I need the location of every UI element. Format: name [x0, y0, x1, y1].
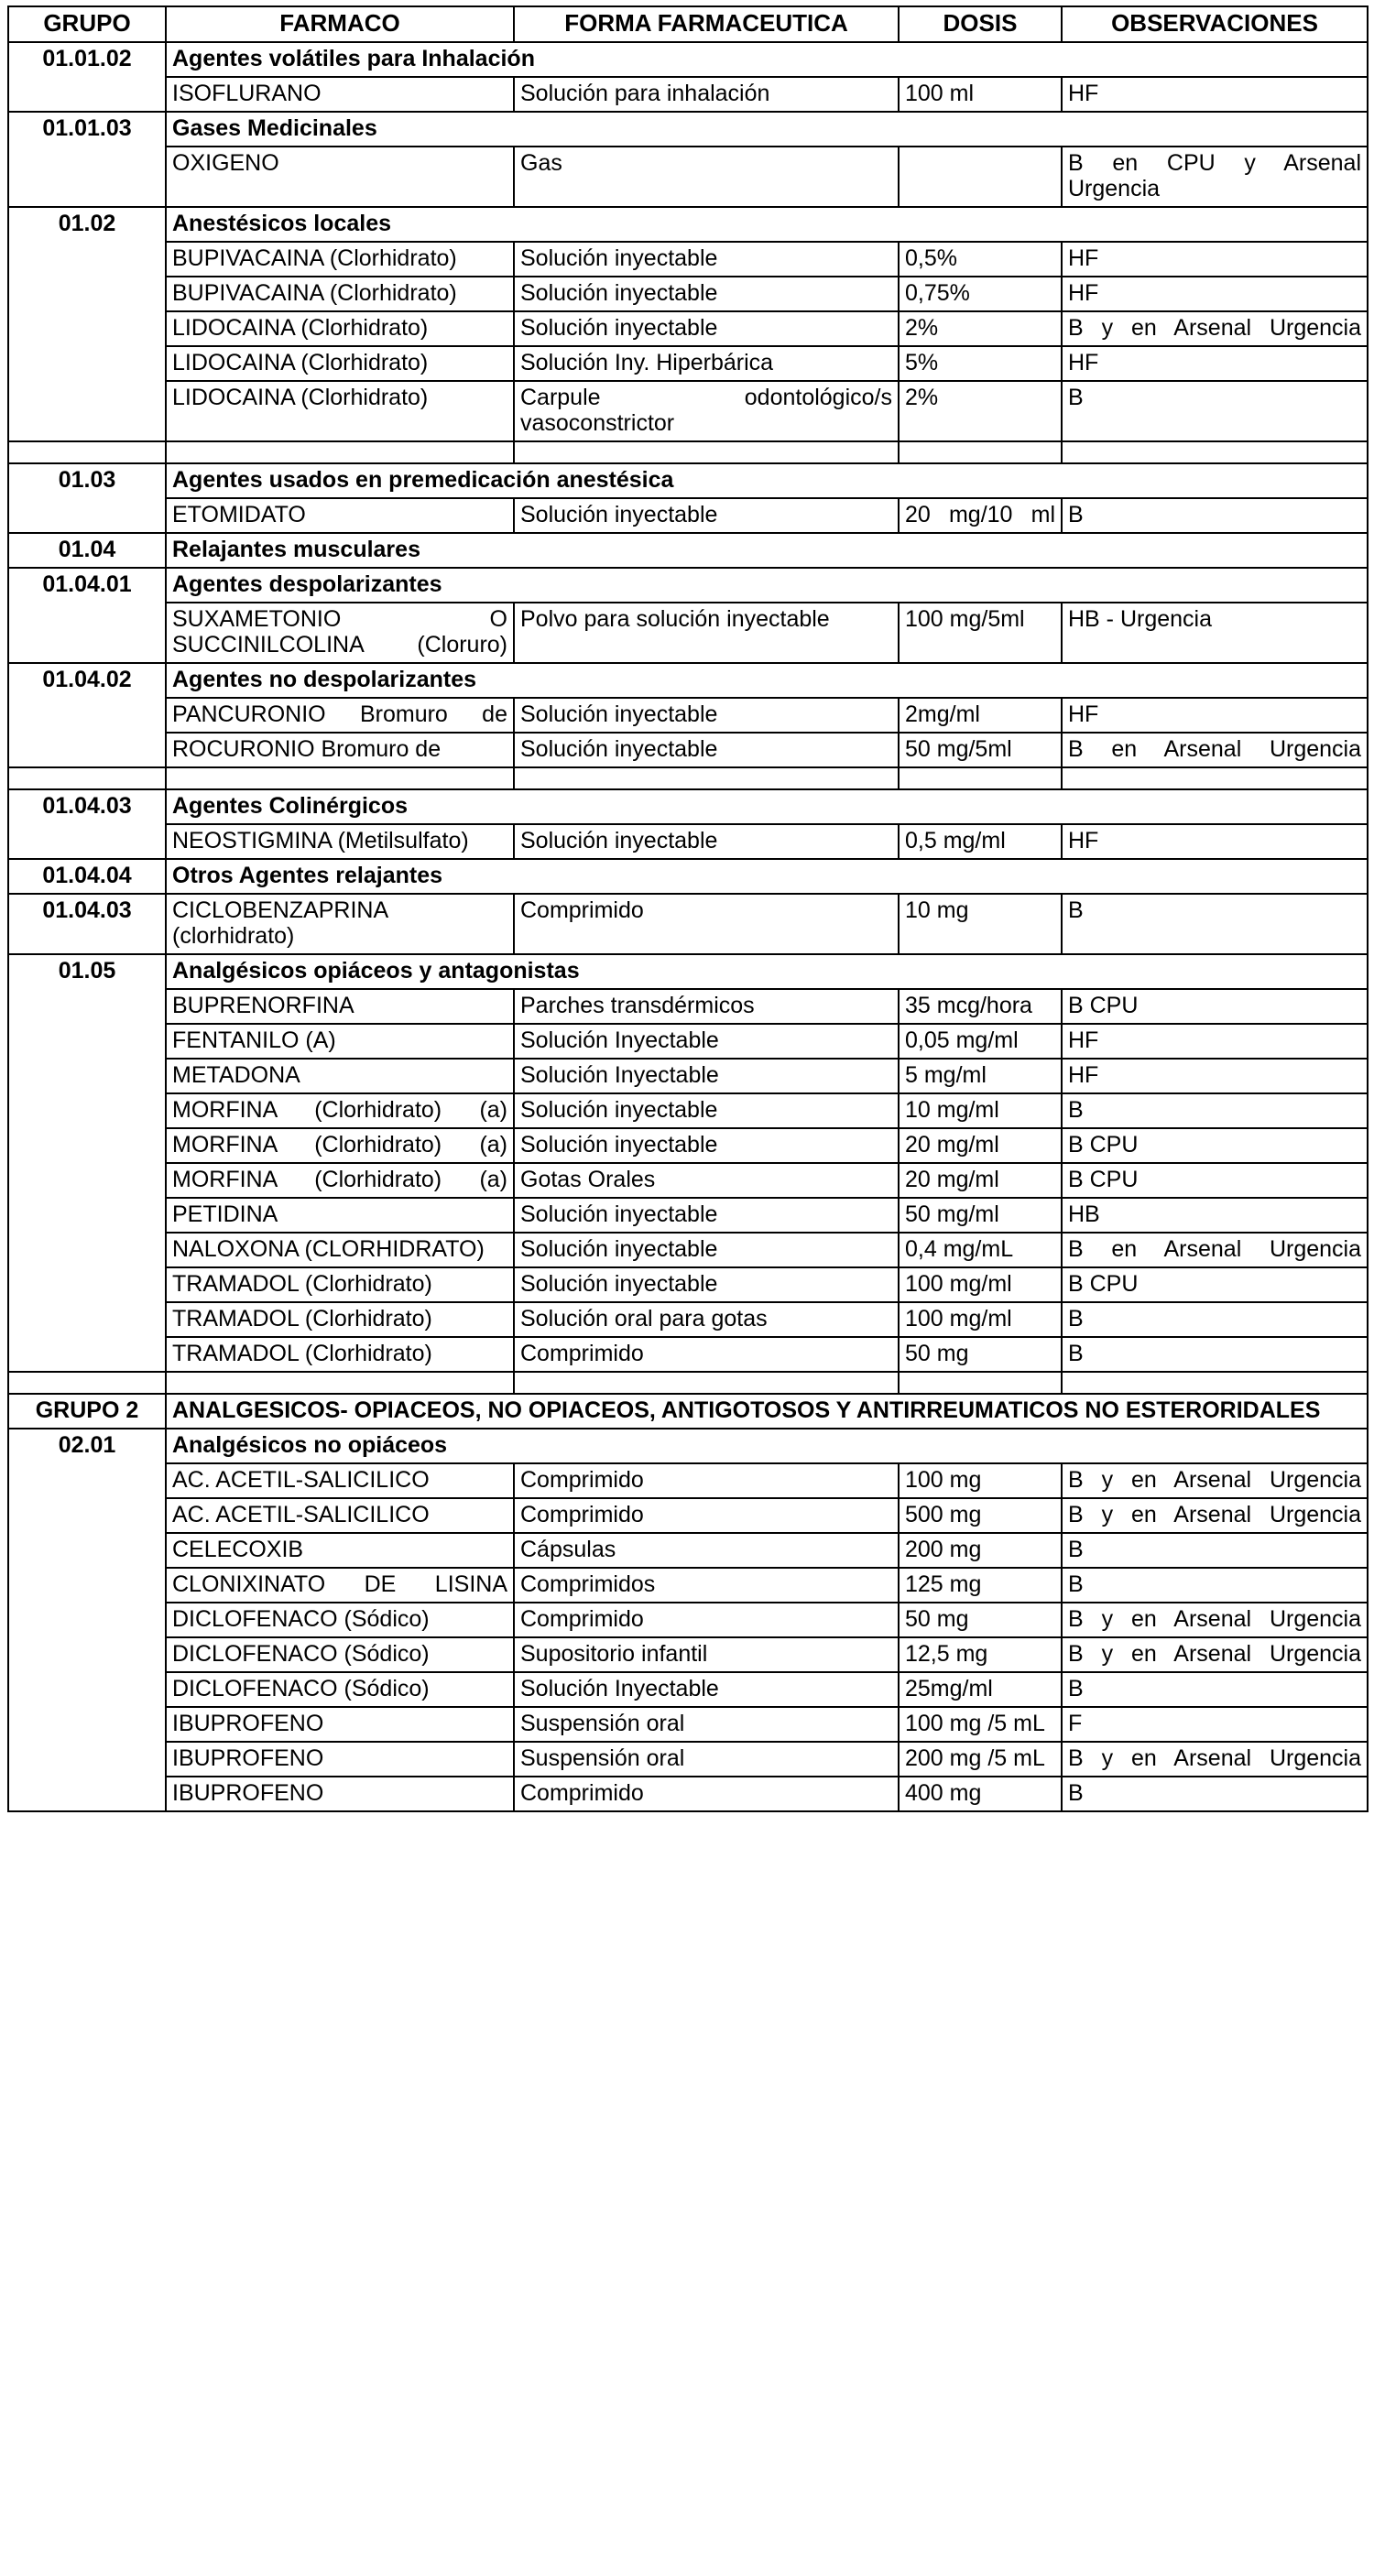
table-row [8, 207, 1368, 242]
cell-obs: B [1062, 1337, 1368, 1372]
formulary-table [7, 5, 1369, 1812]
cell-obs: B [1062, 1777, 1368, 1811]
cell-dosis: 5% [899, 346, 1062, 381]
table-row [8, 1024, 1368, 1059]
table-row [8, 1093, 1368, 1128]
cell-dosis: 2% [899, 381, 1062, 441]
cell-obs: B y en Arsenal Urgencia [1062, 1742, 1368, 1777]
cell-farmaco: MORFINA (Clorhidrato) (a) [166, 1163, 514, 1198]
cell-dosis: 0,5% [899, 242, 1062, 277]
cell-forma: Carpule odontológico/s vasoconstrictor [514, 381, 899, 441]
table-row [8, 42, 1368, 77]
cell-dosis: 10 mg/ml [899, 1093, 1062, 1128]
cell-forma: Gotas Orales [514, 1163, 899, 1198]
cell-dosis: 100 mg/5ml [899, 603, 1062, 663]
cell-forma: Solución inyectable [514, 498, 899, 533]
table-row [8, 1533, 1368, 1568]
spacer-cell [899, 767, 1062, 789]
table-row [8, 894, 1368, 954]
cell-dosis: 500 mg [899, 1498, 1062, 1533]
cell-forma: Gas [514, 147, 899, 207]
table-row [8, 1777, 1368, 1811]
cell-farmaco: DICLOFENACO (Sódico) [166, 1603, 514, 1637]
cell-forma: Polvo para solución inyectable [514, 603, 899, 663]
cell-dosis: 125 mg [899, 1568, 1062, 1603]
table-spacer-row [8, 767, 1368, 789]
cell-forma: Solución inyectable [514, 1233, 899, 1267]
cell-obs: HF [1062, 346, 1368, 381]
section-title-cell: Analgésicos opiáceos y antagonistas [166, 954, 1368, 989]
cell-farmaco: MORFINA (Clorhidrato) (a) [166, 1128, 514, 1163]
spacer-cell [1062, 441, 1368, 463]
table-row [8, 242, 1368, 277]
cell-dosis: 100 mg [899, 1463, 1062, 1498]
table-row [8, 346, 1368, 381]
cell-farmaco: SUXAMETONIO O SUCCINILCOLINA (Cloruro) [166, 603, 514, 663]
table-row [8, 1637, 1368, 1672]
spacer-cell [514, 441, 899, 463]
grupo-cell: 01.04.01 [8, 568, 166, 663]
table-row [8, 1337, 1368, 1372]
cell-dosis: 0,05 mg/ml [899, 1024, 1062, 1059]
table-row [8, 311, 1368, 346]
cell-dosis: 12,5 mg [899, 1637, 1062, 1672]
grupo-cell: 01.05 [8, 954, 166, 1372]
cell-farmaco: LIDOCAINA (Clorhidrato) [166, 381, 514, 441]
cell-dosis: 25mg/ml [899, 1672, 1062, 1707]
cell-dosis: 50 mg [899, 1603, 1062, 1637]
table-row [8, 1463, 1368, 1498]
table-row [8, 1429, 1368, 1463]
cell-farmaco: ISOFLURANO [166, 77, 514, 112]
cell-obs: B [1062, 894, 1368, 954]
cell-dosis [899, 147, 1062, 207]
section-title-cell: Anestésicos locales [166, 207, 1368, 242]
table-spacer-row [8, 441, 1368, 463]
table-row [8, 698, 1368, 733]
cell-farmaco: NEOSTIGMINA (Metilsulfato) [166, 824, 514, 859]
cell-obs: HF [1062, 242, 1368, 277]
cell-obs: B CPU [1062, 1267, 1368, 1302]
cell-dosis: 400 mg [899, 1777, 1062, 1811]
cell-dosis: 200 mg /5 mL [899, 1742, 1062, 1777]
cell-dosis: 50 mg/5ml [899, 733, 1062, 767]
table-row [8, 1568, 1368, 1603]
cell-farmaco: OXIGENO [166, 147, 514, 207]
cell-forma: Solución inyectable [514, 733, 899, 767]
cell-obs: B [1062, 381, 1368, 441]
table-row [8, 1603, 1368, 1637]
cell-farmaco: NALOXONA (CLORHIDRATO) [166, 1233, 514, 1267]
table-row [8, 1233, 1368, 1267]
cell-farmaco: DICLOFENACO (Sódico) [166, 1672, 514, 1707]
cell-obs: B [1062, 1568, 1368, 1603]
section-title-cell: Analgésicos no opiáceos [166, 1429, 1368, 1463]
spacer-cell [166, 767, 514, 789]
grupo-cell: 01.04.03 [8, 789, 166, 859]
column-header-dosis: DOSIS [899, 6, 1062, 42]
cell-obs: B en Arsenal Urgencia [1062, 733, 1368, 767]
cell-farmaco: IBUPROFENO [166, 1707, 514, 1742]
table-header [8, 6, 1368, 42]
table-row [8, 533, 1368, 568]
table-row [8, 1267, 1368, 1302]
cell-farmaco: PETIDINA [166, 1198, 514, 1233]
cell-dosis: 100 mg/ml [899, 1302, 1062, 1337]
cell-farmaco: ROCURONIO Bromuro de [166, 733, 514, 767]
cell-forma: Solución para inhalación [514, 77, 899, 112]
table-row [8, 1707, 1368, 1742]
spacer-cell [166, 1372, 514, 1394]
cell-obs: B [1062, 1302, 1368, 1337]
cell-farmaco: ETOMIDATO [166, 498, 514, 533]
spacer-cell [899, 441, 1062, 463]
cell-dosis: 10 mg [899, 894, 1062, 954]
cell-obs: B y en Arsenal Urgencia [1062, 1463, 1368, 1498]
cell-obs: B CPU [1062, 1128, 1368, 1163]
table-row [8, 568, 1368, 603]
cell-forma: Solución inyectable [514, 698, 899, 733]
grupo-cell: 01.04 [8, 533, 166, 568]
table-row [8, 989, 1368, 1024]
group-title-cell: ANALGESICOS- OPIACEOS, NO OPIACEOS, ANTIGOTOSOS Y ANTIRREUMATICOS NO ESTERORIDALES [166, 1394, 1368, 1429]
table-row [8, 277, 1368, 311]
table-body [8, 42, 1368, 1811]
cell-forma: Comprimido [514, 894, 899, 954]
column-header-forma-farmaceutica: FORMA FARMACEUTICA [514, 6, 899, 42]
cell-farmaco: BUPRENORFINA [166, 989, 514, 1024]
section-title-cell: Otros Agentes relajantes [166, 859, 1368, 894]
cell-dosis: 20 mg/ml [899, 1128, 1062, 1163]
cell-obs: B y en Arsenal Urgencia [1062, 1498, 1368, 1533]
cell-forma: Solución inyectable [514, 311, 899, 346]
cell-obs: B [1062, 1672, 1368, 1707]
cell-farmaco: LIDOCAINA (Clorhidrato) [166, 346, 514, 381]
spacer-cell [514, 767, 899, 789]
spacer-cell [8, 1372, 166, 1394]
cell-forma: Comprimido [514, 1777, 899, 1811]
cell-farmaco: FENTANILO (A) [166, 1024, 514, 1059]
cell-obs: HF [1062, 277, 1368, 311]
cell-dosis: 2mg/ml [899, 698, 1062, 733]
cell-forma: Suspensión oral [514, 1742, 899, 1777]
table-row [8, 147, 1368, 207]
cell-forma: Parches transdérmicos [514, 989, 899, 1024]
table-row [8, 1742, 1368, 1777]
cell-farmaco: IBUPROFENO [166, 1777, 514, 1811]
cell-obs: B CPU [1062, 989, 1368, 1024]
cell-dosis: 2% [899, 311, 1062, 346]
table-row [8, 1302, 1368, 1337]
cell-obs: HF [1062, 1059, 1368, 1093]
table-row [8, 112, 1368, 147]
cell-farmaco: TRAMADOL (Clorhidrato) [166, 1302, 514, 1337]
cell-farmaco: AC. ACETIL-SALICILICO [166, 1463, 514, 1498]
spacer-cell [166, 441, 514, 463]
cell-dosis: 5 mg/ml [899, 1059, 1062, 1093]
cell-farmaco: CICLOBENZAPRINA (clorhidrato) [166, 894, 514, 954]
cell-forma: Solución Inyectable [514, 1672, 899, 1707]
cell-dosis: 0,5 mg/ml [899, 824, 1062, 859]
table-row [8, 1059, 1368, 1093]
cell-forma: Comprimido [514, 1463, 899, 1498]
cell-farmaco: IBUPROFENO [166, 1742, 514, 1777]
cell-forma: Comprimido [514, 1337, 899, 1372]
cell-dosis: 100 mg /5 mL [899, 1707, 1062, 1742]
cell-obs: B [1062, 1533, 1368, 1568]
cell-dosis: 0,4 mg/mL [899, 1233, 1062, 1267]
table-row [8, 1163, 1368, 1198]
spacer-cell [8, 767, 166, 789]
cell-farmaco: LIDOCAINA (Clorhidrato) [166, 311, 514, 346]
cell-dosis: 100 mg/ml [899, 1267, 1062, 1302]
cell-dosis: 35 mcg/hora [899, 989, 1062, 1024]
cell-forma: Comprimido [514, 1498, 899, 1533]
cell-forma: Solución inyectable [514, 1093, 899, 1128]
cell-forma: Cápsulas [514, 1533, 899, 1568]
cell-obs: B y en Arsenal Urgencia [1062, 311, 1368, 346]
cell-forma: Solución Inyectable [514, 1059, 899, 1093]
section-title-cell: Agentes despolarizantes [166, 568, 1368, 603]
grupo-cell: 02.01 [8, 1429, 166, 1811]
cell-dosis: 200 mg [899, 1533, 1062, 1568]
cell-forma: Suspensión oral [514, 1707, 899, 1742]
grupo-cell: 01.04.04 [8, 859, 166, 894]
section-title-cell: Agentes no despolarizantes [166, 663, 1368, 698]
cell-farmaco: TRAMADOL (Clorhidrato) [166, 1337, 514, 1372]
table-row [8, 498, 1368, 533]
cell-forma: Comprimido [514, 1603, 899, 1637]
cell-obs: HF [1062, 698, 1368, 733]
cell-obs: HF [1062, 824, 1368, 859]
cell-obs: HF [1062, 77, 1368, 112]
cell-forma: Solución inyectable [514, 1267, 899, 1302]
cell-farmaco: DICLOFENACO (Sódico) [166, 1637, 514, 1672]
cell-farmaco: PANCURONIO Bromuro de [166, 698, 514, 733]
section-title-cell: Relajantes musculares [166, 533, 1368, 568]
cell-farmaco: CLONIXINATO DE LISINA [166, 1568, 514, 1603]
cell-obs: B [1062, 1093, 1368, 1128]
table-header-row [8, 6, 1368, 42]
cell-obs: B en Arsenal Urgencia [1062, 1233, 1368, 1267]
table-row [8, 463, 1368, 498]
table-spacer-row [8, 1372, 1368, 1394]
cell-forma: Solución inyectable [514, 1128, 899, 1163]
cell-obs: B y en Arsenal Urgencia [1062, 1637, 1368, 1672]
cell-dosis: 20 mg/ml [899, 1163, 1062, 1198]
spacer-cell [8, 441, 166, 463]
cell-obs: B y en Arsenal Urgencia [1062, 1603, 1368, 1637]
cell-forma: Solución inyectable [514, 242, 899, 277]
cell-obs: HF [1062, 1024, 1368, 1059]
section-title-cell: Agentes Colinérgicos [166, 789, 1368, 824]
table-row [8, 1498, 1368, 1533]
grupo-cell: 01.04.02 [8, 663, 166, 767]
cell-forma: Solución oral para gotas [514, 1302, 899, 1337]
cell-forma: Solución Inyectable [514, 1024, 899, 1059]
column-header-farmaco: FARMACO [166, 6, 514, 42]
cell-forma: Comprimidos [514, 1568, 899, 1603]
cell-forma: Solución inyectable [514, 824, 899, 859]
cell-farmaco: CELECOXIB [166, 1533, 514, 1568]
cell-forma: Solución inyectable [514, 277, 899, 311]
cell-forma: Solución Iny. Hiperbárica [514, 346, 899, 381]
table-row [8, 789, 1368, 824]
cell-farmaco: BUPIVACAINA (Clorhidrato) [166, 242, 514, 277]
cell-forma: Supositorio infantil [514, 1637, 899, 1672]
table-row [8, 1198, 1368, 1233]
cell-obs: B en CPU y Arsenal Urgencia [1062, 147, 1368, 207]
cell-dosis: 20 mg/10 ml [899, 498, 1062, 533]
cell-dosis: 0,75% [899, 277, 1062, 311]
table-row [8, 1128, 1368, 1163]
cell-obs: HB [1062, 1198, 1368, 1233]
cell-dosis: 50 mg [899, 1337, 1062, 1372]
cell-obs: B CPU [1062, 1163, 1368, 1198]
cell-farmaco: AC. ACETIL-SALICILICO [166, 1498, 514, 1533]
grupo-cell: GRUPO 2 [8, 1394, 166, 1429]
table-row [8, 1672, 1368, 1707]
table-row [8, 824, 1368, 859]
table-row [8, 663, 1368, 698]
section-title-cell: Agentes usados en premedicación anestésica [166, 463, 1368, 498]
cell-obs: F [1062, 1707, 1368, 1742]
grupo-cell: 01.01.02 [8, 42, 166, 112]
grupo-cell: 01.03 [8, 463, 166, 533]
cell-dosis: 50 mg/ml [899, 1198, 1062, 1233]
grupo-cell: 01.04.03 [8, 894, 166, 954]
section-title-cell: Agentes volátiles para Inhalación [166, 42, 1368, 77]
grupo-cell: 01.01.03 [8, 112, 166, 207]
grupo-cell: 01.02 [8, 207, 166, 441]
cell-obs: B [1062, 498, 1368, 533]
table-row [8, 954, 1368, 989]
table-row [8, 733, 1368, 767]
spacer-cell [1062, 1372, 1368, 1394]
table-row [8, 77, 1368, 112]
table-row [8, 859, 1368, 894]
cell-farmaco: BUPIVACAINA (Clorhidrato) [166, 277, 514, 311]
table-row [8, 1394, 1368, 1429]
cell-farmaco: MORFINA (Clorhidrato) (a) [166, 1093, 514, 1128]
cell-dosis: 100 ml [899, 77, 1062, 112]
column-header-grupo: GRUPO [8, 6, 166, 42]
cell-forma: Solución inyectable [514, 1198, 899, 1233]
table-row [8, 381, 1368, 441]
spacer-cell [1062, 767, 1368, 789]
cell-obs: HB - Urgencia [1062, 603, 1368, 663]
spacer-cell [899, 1372, 1062, 1394]
spacer-cell [514, 1372, 899, 1394]
cell-farmaco: TRAMADOL (Clorhidrato) [166, 1267, 514, 1302]
column-header-observaciones: OBSERVACIONES [1062, 6, 1368, 42]
table-row [8, 603, 1368, 663]
cell-farmaco: METADONA [166, 1059, 514, 1093]
section-title-cell: Gases Medicinales [166, 112, 1368, 147]
